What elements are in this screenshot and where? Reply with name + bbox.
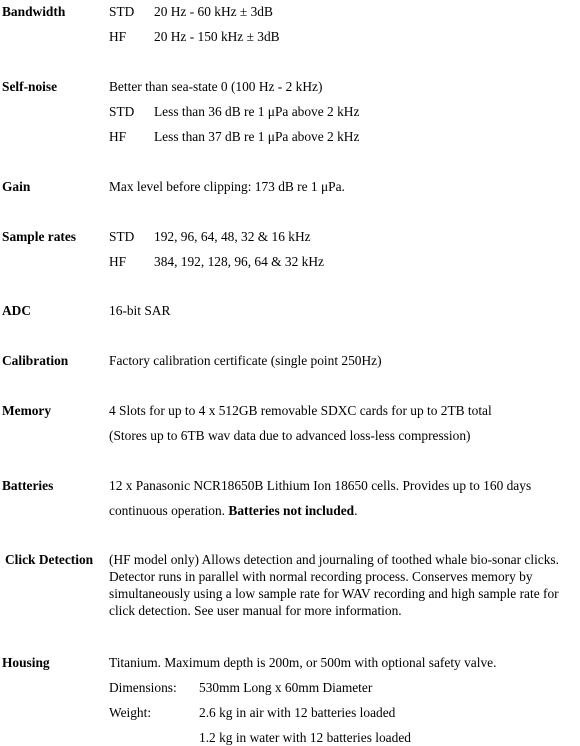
batteries-line-2-end: . [354,503,358,518]
batteries-line-2-text: continuous operation. [109,503,229,518]
hf-tag: HF [109,254,127,269]
spec-label-self-noise: Self-noise [2,79,58,94]
memory-line-2: (Stores up to 6TB wav data due to advanced loss-less compression) [109,428,471,443]
spec-label-calibration: Calibration [2,353,69,368]
hf-value: 20 Hz - 150 kHz ± 3dB [154,29,280,44]
spec-label-batteries: Batteries [2,478,54,493]
weight-value-air: 2.6 kg in air with 12 batteries loaded [199,705,396,720]
housing-intro: Titanium. Maximum depth is 200m, or 500m with optional safety valve. [109,655,497,670]
calibration-value: Factory calibration certificate (single point 250Hz) [109,353,382,368]
spec-label-gain: Gain [2,179,31,194]
weight-tag: Weight: [109,705,152,720]
spec-label-memory: Memory [2,403,52,418]
spec-label-bandwidth: Bandwidth [2,4,66,19]
gain-value: Max level before clipping: 173 dB re 1 μPa. [109,179,345,194]
hf-value: Less than 37 dB re 1 μPa above 2 kHz [154,129,360,144]
std-value: 192, 96, 64, 48, 32 & 16 kHz [154,229,311,244]
dimensions-tag: Dimensions: [109,680,177,695]
weight-value-water: 1.2 kg in water with 12 batteries loaded [199,730,411,745]
hf-tag: HF [109,29,127,44]
batteries-not-included: Batteries not included [228,503,355,518]
spec-label-sample-rates: Sample rates [2,229,77,244]
std-tag: STD [109,4,135,19]
std-value: 20 Hz - 60 kHz ± 3dB [154,4,273,19]
hf-value: 384, 192, 128, 96, 64 & 32 kHz [154,254,324,269]
adc-value: 16-bit SAR [109,303,171,318]
batteries-line-2 [109,503,357,519]
click-detection-line-1: (HF model only) Allows detection and journaling of toothed whale bio-sonar clicks. [109,552,559,567]
std-tag: STD [109,104,135,119]
spec-label-adc: ADC [2,303,32,318]
self-noise-intro: Better than sea-state 0 (100 Hz - 2 kHz) [109,79,323,94]
batteries-line-1: 12 x Panasonic NCR18650B Lithium Ion 18650 cells. Provides up to 160 days [109,478,532,493]
std-value: Less than 36 dB re 1 μPa above 2 kHz [154,104,360,119]
spec-label-click-detection: Click Detection [5,552,94,567]
click-detection-line-4: click detection. See user manual for more information. [109,603,402,618]
click-detection-line-2: Detector runs in parallel with normal recording process. Conserves memory by [109,569,533,584]
hf-tag: HF [109,129,127,144]
dimensions-value: 530mm Long x 60mm Diameter [199,680,373,695]
spec-label-housing: Housing [2,655,50,670]
click-detection-line-3: simultaneously using a low sample rate for WAV recording and high sample rate for [109,586,559,601]
std-tag: STD [109,229,135,244]
memory-line-1: 4 Slots for up to 4 x 512GB removable SDXC cards for up to 2TB total [109,403,492,418]
